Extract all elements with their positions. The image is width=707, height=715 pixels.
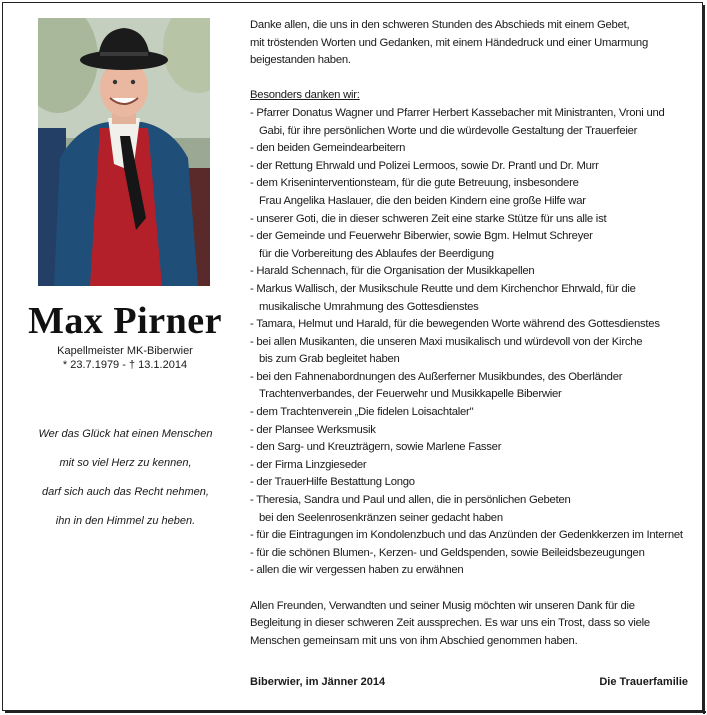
quote-line: mit so viel Herz zu kennen, xyxy=(59,457,192,469)
deceased-name: Max Pirner xyxy=(28,300,222,342)
thanks-item-continuation: für die Vorbereitung des Ablaufes der Beerdigung xyxy=(259,247,494,260)
thanks-item: - dem Trachtenverein „Die fidelen Loisachtaler" xyxy=(250,406,474,419)
portrait-illustration xyxy=(38,18,210,286)
intro-line: mit tröstenden Worten und Gedanken, mit einem Händedruck und einer Umarmung xyxy=(250,36,648,49)
thanks-item: - unserer Goti, die in dieser schweren Zeit eine starke Stütze für uns alle ist xyxy=(250,212,607,225)
thanks-item-continuation: Trachtenverbandes, der Feuerwehr und Musikkapelle Biberwier xyxy=(259,388,562,401)
thanks-item: - Theresia, Sandra und Paul und allen, die in persönlichen Gebeten xyxy=(250,494,571,507)
thanks-item: - für die Eintragungen im Kondolenzbuch und das Anzünden der Gedenkkerzen im Internet xyxy=(250,529,683,542)
thanks-item: - allen die wir vergessen haben zu erwähnen xyxy=(250,564,464,577)
portrait-photo xyxy=(38,18,210,286)
thanks-item: - den beiden Gemeindearbeitern xyxy=(250,142,406,155)
thanks-item: - bei den Fahnenabordnungen des Außerferner Musikbundes, des Oberländer xyxy=(250,370,623,383)
thanks-item: - der Firma Linzgieseder xyxy=(250,458,367,471)
thanks-item: - für die schönen Blumen-, Kerzen- und Geldspenden, sowie Beileidsbezeugungen xyxy=(250,546,645,559)
quote-line: Wer das Glück hat einen Menschen xyxy=(38,428,213,440)
thanks-item: - der Gemeinde und Feuerwehr Biberwier, sowie Bgm. Helmut Schreyer xyxy=(250,230,593,243)
memorial-quote xyxy=(18,428,233,544)
family-signature: Die Trauerfamilie xyxy=(599,676,688,688)
quote-line: ihn in den Himmel zu heben. xyxy=(55,515,196,527)
thanks-item-continuation: bei den Seelenrosenkränzen seiner gedacht haben xyxy=(259,511,503,524)
thanks-item: - dem Kriseninterventionsteam, für die gute Betreuung, insbesondere xyxy=(250,177,579,190)
quote-line: darf sich auch das Recht nehmen, xyxy=(42,486,209,498)
thanks-item: - bei allen Musikanten, die unseren Maxi musikalisch und würdevoll von der Kirche xyxy=(250,335,643,348)
thanks-item: - den Sarg- und Kreuzträgern, sowie Marlene Fasser xyxy=(250,441,502,454)
thanks-item: - der Rettung Ehrwald und Polizei Lermoos, sowie Dr. Prantl und Dr. Murr xyxy=(250,159,599,172)
intro-line: Danke allen, die uns in den schweren Stunden des Abschieds mit einem Gebet, xyxy=(250,19,630,31)
place-date: Biberwier, im Jänner 2014 xyxy=(250,676,386,688)
thanks-item: - Pfarrer Donatus Wagner und Pfarrer Herbert Kassebacher mit Ministranten, Vroni und xyxy=(250,106,665,119)
thanks-item-continuation: Frau Angelika Haslauer, die den beiden Kindern eine große Hilfe war xyxy=(259,194,586,207)
thanks-item-continuation: musikalische Umrahmung des Gottesdienstes xyxy=(259,300,479,313)
left-column xyxy=(0,0,245,707)
deceased-role: Kapellmeister MK-Biberwier xyxy=(57,345,193,357)
thanks-text xyxy=(250,17,700,650)
thanks-item: - Harald Schennach, für die Organisation der Musikkapellen xyxy=(250,265,535,278)
thanks-item: - Markus Wallisch, der Musikschule Reutte und dem Kirchenchor Ehrwald, für die xyxy=(250,282,636,295)
thanks-item: - der Plansee Werksmusik xyxy=(250,423,376,436)
intro-line: beigestanden haben. xyxy=(250,54,351,67)
closing-line: Begleitung in dieser schweren Zeit aussprechen. Es war uns ein Trost, dass so viele xyxy=(250,617,650,630)
thanks-list xyxy=(250,105,700,580)
life-dates: * 23.7.1979 - † 13.1.2014 xyxy=(62,359,188,371)
thanks-item-continuation: bis zum Grab begleitet haben xyxy=(259,353,400,366)
thanks-item: - der TrauerHilfe Bestattung Longo xyxy=(250,476,415,489)
thanks-item: - Tamara, Helmut und Harald, für die bewegenden Worte während des Gottesdienstes xyxy=(250,318,660,331)
thanks-heading: Besonders danken wir: xyxy=(250,89,360,102)
closing-line: Allen Freunden, Verwandten und seiner Musig möchten wir unseren Dank für die xyxy=(250,599,635,612)
thanks-item-continuation: Gabi, für ihre persönlichen Worte und die würdevolle Gestaltung der Trauerfeier xyxy=(259,124,638,137)
closing-line: Menschen gemeinsam mit uns von ihm Abschied genommen haben. xyxy=(250,634,578,647)
